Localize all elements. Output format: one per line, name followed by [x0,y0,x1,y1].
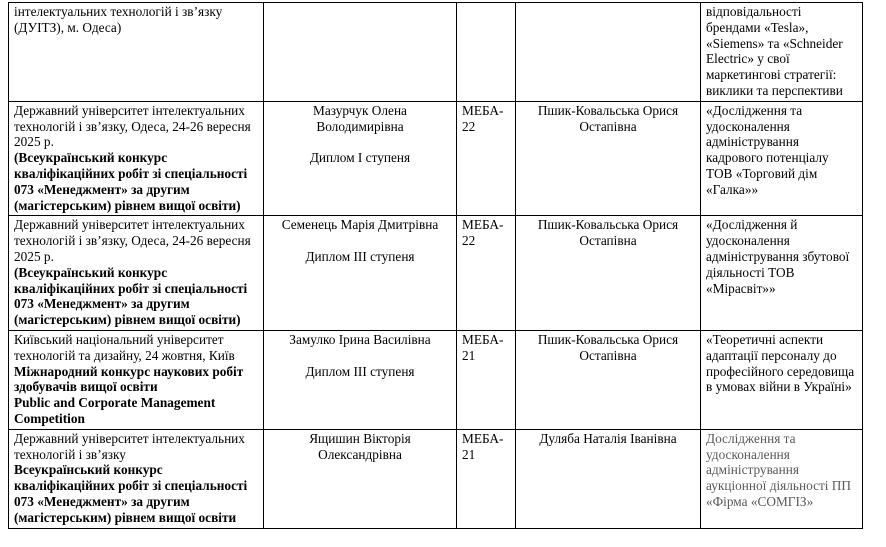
supervisor-cell [516,3,701,102]
topic-text: Дослідження та удосконалення адміністрування аукціонної діяльності ПП «Фірма «СОМГІЗ» [706,430,851,509]
topic-cell [701,330,863,429]
student-name: Ящишин Вікторія Олександрівна [309,430,411,462]
group-label: МЕБА-21 [462,331,504,363]
student-cell [264,330,457,429]
student-cell [264,3,457,102]
group-label: МЕБА-21 [462,430,504,462]
group-cell [457,3,516,102]
competition-cell [9,330,264,429]
competition-text: інтелектуальних технологій і зв’язку (ДУІТЗ), м. Одеса) [14,4,223,35]
topic-text: відповідальності брендами «Tesla», «Siemens» та «Schneider Electric» у свої маркетингові стратегії: виклики та перспективи [706,4,843,98]
awards-table [8,2,863,529]
topic-cell [701,101,863,216]
student-cell [264,216,457,331]
group-cell [457,216,516,331]
competition-text: Державний університет інтелектуальних технологій і зв’язку, Одеса, 24-26 вересня 2025 р. [14,217,251,264]
competition-text: Державний університет інтелектуальних технологій і зв’язку [14,430,245,462]
supervisor-name: Дуляба Наталія Іванівна [539,430,677,446]
competition-cell [9,429,264,528]
table-row [9,101,863,216]
competition-text: Державний університет інтелектуальних технологій і зв’язку, Одеса, 24-26 вересня 2025 р. [14,102,251,150]
student-name: Замулко Ірина Василівна [289,331,431,347]
group-cell [457,429,516,528]
competition-text: Київський національний університет технологій та дизайну, 24 жовтня, Київ [14,331,235,363]
topic-cell [701,3,863,102]
table-row [9,429,863,528]
supervisor-cell [516,101,701,216]
supervisor-cell [516,216,701,331]
group-label: МЕБА-22 [462,217,504,249]
supervisor-name: Пшик-Ковальська Орися Остапівна [537,102,679,134]
student-award: Диплом ІІІ ступеня [305,363,415,379]
competition-bold: (Всеукраїнський конкурс кваліфікаційних робіт зі спеціальності 073 «Менеджмент» за другим (магістерським) рівнем вищої освіти) [14,264,248,328]
student-name: Мазурчук Олена Володимирівна [313,102,407,134]
supervisor-cell [516,330,701,429]
student-cell [264,429,457,528]
supervisor-name: Пшик-Ковальська Орися Остапівна [537,217,679,249]
student-name: Семенець Марія Дмитрівна [281,217,439,233]
competition-cell [9,101,264,216]
competition-bold: Міжнародний конкурс наукових робіт здобувачів вищої освіти [14,363,244,395]
competition-cell [9,216,264,331]
competition-bold: (Всеукраїнський конкурс кваліфікаційних робіт зі спеціальності 073 «Менеджмент» за другим (магістерським) рівнем вищої освіти) [14,150,248,213]
table-row [9,3,863,102]
student-award: Диплом І ступеня [309,150,411,166]
competition-bold: Всеукраїнський конкурс кваліфікаційних робіт зі спеціальності 073 «Менеджмент» за другим (магістерським) рівнем вищої освіти [14,462,248,525]
topic-cell [701,429,863,528]
student-award: Диплом ІІІ ступеня [305,249,415,265]
supervisor-cell [516,429,701,528]
topic-text: «Дослідження й удосконалення адміністрування збутової діяльності ТОВ «Мірасвіт»» [706,217,850,296]
competition-bold2: Public and Corporate Management Competition [14,395,216,426]
competition-cell [9,3,264,102]
group-cell [457,101,516,216]
topic-text: «Теоретичні аспекти адаптації персоналу до професійного середовища в умовах війни в Україні» [706,331,855,395]
group-label: МЕБА-22 [462,102,504,134]
student-cell [264,101,457,216]
topic-cell [701,216,863,331]
supervisor-name: Пшик-Ковальська Орися Остапівна [537,331,679,363]
table-row [9,330,863,429]
table-row [9,216,863,331]
group-cell [457,330,516,429]
topic-text: «Дослідження та удосконалення адміністрування кадрового потенціалу ТОВ «Торговий дім «Галка»» [706,102,829,197]
